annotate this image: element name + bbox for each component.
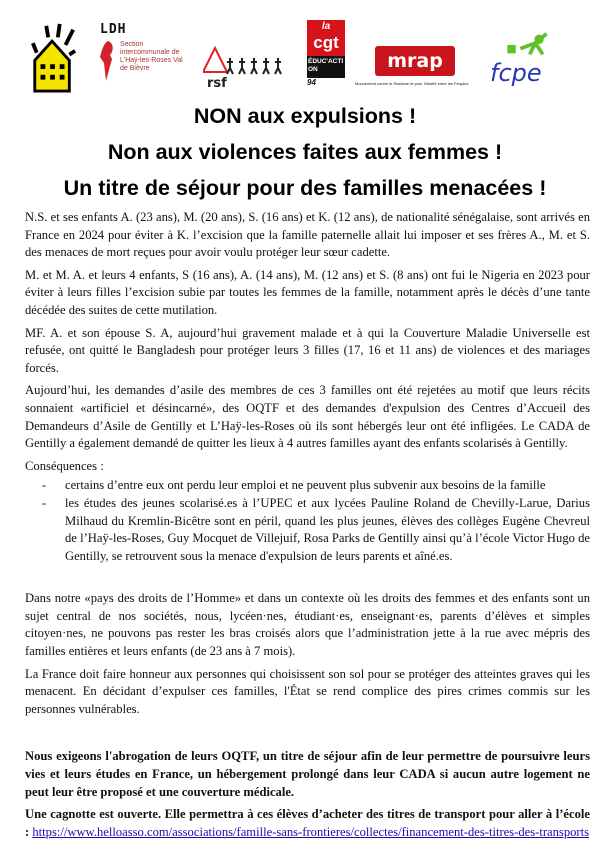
- consequence-item: - les études des jeunes scolarisé.es à l’UPEC et aux lycées Pauline Roland de Chevilly-Larue, Darius Milhaud du Kremlin-Bicêtre sont en péril, quand les plus jeunes, élèves des collèges Eugène Chevreul de l’Haÿ-les-Roses, Guy Mocquet de Villejuif, Rosa Parks de Gentilly ainsi qu’à l’école Victor Hugo de Gentilly, se retrouvent sous la menace d'expulsion de leurs parents et aîné.es.: [25, 495, 590, 565]
- paragraph-family-1: N.S. et ses enfants A. (23 ans), M. (20 ans), S. (16 ans) et K. (12 ans), de nationalité sénégalaise, sont arrivés en France en 2024 pour éviter à K. l’excision que la famille paternelle allait lui imposer et ses frères A., M. et S. des menaces de mort reçues pour avoir voulu protéger leur sœur cadette.: [25, 210, 590, 260]
- ldh-profile-icon: [100, 41, 114, 81]
- fcpe-figures-icon: [490, 30, 562, 58]
- house-logo: [28, 22, 78, 94]
- paragraph-france: La France doit faire honneur aux personnes qui choisissent son sol pour se protéger des atteintes graves qui les menacent. En décidant d’expulser ces familles, l'État se rend complice des pires crimes commis sur les personnes vulnérables.: [25, 666, 590, 716]
- consequences-label: Conséquences :: [25, 458, 104, 473]
- resf-logo: [203, 46, 293, 90]
- svg-text:rsf: rsf: [207, 76, 227, 90]
- title-line-3: Un titre de séjour pour des familles menacées !: [63, 176, 547, 200]
- ldh-logo: LDH Section intercommunale de L'Haÿ-les-Roses Val de Bièvre: [100, 22, 196, 81]
- paragraph-asylum-rejection: Aujourd’hui, les demandes d’asile des membres de ces 3 familles ont été rejetées au motif que leurs récits sonnaient «artificiel et désincarné», des OQTF et des demandes d'expulsion des Centres d’Accueil des Demandeurs d’Asile de Gentilly et L’Haÿ-les-Roses où ils sont hébergés leur ont été infligées. Le CADA de Gentilly a également demandé de quitter les lieux à 4 autres familles ayant des enfants scolarisés à Gentilly.: [25, 383, 590, 451]
- paragraph-family-3: MF. A. et son épouse S. A, aujourd’hui gravement malade et à qui la Couverture Maladie Universelle est refusée, ont quitté le Bangladesh pour protéger leurs 3 filles (17, 16 et 11 ans) de violences et des mariages forcés.: [25, 325, 590, 375]
- cagnotte-link[interactable]: https://www.helloasso.com/associations/famille-sans-frontieres/collectes/financement-des-titres-des-transports: [32, 824, 590, 839]
- headline: [0, 98, 610, 206]
- paragraph-family-2: M. et M. A. et leurs 4 enfants, S (16 ans), A. (14 ans), M. (12 ans) et S. (8 ans) ont fui le Nigeria en 2023 pour éviter à leurs filles l’excision subie par toutes les femmes de la famille, notamment après le décès d’une tante décédée des suites de cette mutilation.: [25, 267, 590, 317]
- paragraph-rights: Dans notre «pays des droits de l’Homme» et dans un contexte où les droits des femmes et des enfants sont un sujet central de nos sociétés, nous, lycéen·nes, étudiant·es, enseignant·es, parents d’élèves et simples citoyen·nes, ne pouvons pas rester les bras croisés alors que l’administration jette à la rue avec mépris des familles entières et leurs enfants (de 23 ans à 7 mois).: [25, 591, 590, 659]
- consequences-list: [25, 477, 590, 565]
- body-text: [25, 209, 590, 846]
- title-line-1: NON aux expulsions !: [193, 104, 417, 128]
- mrap-logo: mrap Mouvement contre le Racisme et pour l'Amitié entre les Peuples: [355, 46, 477, 86]
- partner-logos: [0, 0, 610, 95]
- title-line-2: Non aux violences faites aux femmes !: [107, 140, 503, 164]
- demands-paragraph: Nous exigeons l'abrogation de leurs OQTF, un titre de séjour afin de leur permettre de poursuivre leurs vies et leurs études en France, un hébergement prolongé dans leur CADA si aucun autre logement ne peut leur être proposé et une couverture médicale.: [25, 749, 590, 799]
- cgt-logo: la cgt ÉDUC'ACTION 94: [307, 21, 344, 87]
- fcpe-logo: fcpe: [490, 30, 562, 90]
- cagnotte-paragraph: Une cagnotte est ouverte. Elle permettra à ces élèves d’acheter des titres de transport pour aller à l’école : https://www.helloasso.com/associations/famille-sans-frontieres/collectes/financement-des-titres-des-transports: [25, 807, 590, 839]
- consequence-item: - certains d’entre eux ont perdu leur emploi et ne peuvent plus subvenir aux besoins de la famille: [25, 477, 590, 495]
